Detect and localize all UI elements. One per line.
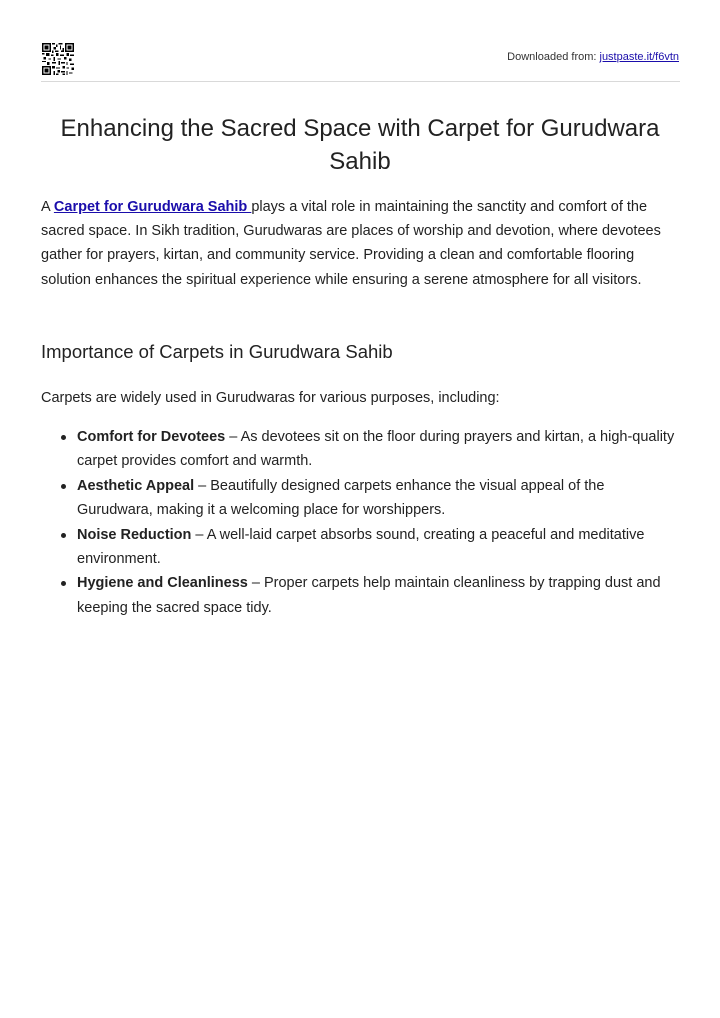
section-lead: Carpets are widely used in Gurudwaras for various purposes, including: — [41, 390, 500, 406]
carpet-link[interactable]: Carpet for Gurudwara Sahib — [53, 199, 252, 215]
intro-text: plays a vital role in maintaining the sanctity and comfort of the sacred space. In Sikh tradition, Gurudwaras are places of worship and devotion, where devotees gather for prayers, kirtan, and community service. Providing a clean and comfortable flooring solution enhances the spiritual experience while ensuring a serene atmosphere for all visitors. — [41, 199, 661, 288]
section-heading: Importance of Carpets in Gurudwara Sahib — [41, 341, 393, 362]
list-item-text: – Beautifully designed carpets enhance the visual appeal of the Gurudwara, making it a welcoming place for worshippers. — [77, 477, 605, 519]
list-item — [41, 425, 681, 474]
list-item — [41, 571, 681, 620]
intro-prefix: A — [41, 199, 54, 215]
bullet-icon — [61, 435, 66, 440]
list-item-term: Comfort for Devotees — [77, 429, 226, 445]
list-item-term: Hygiene and Cleanliness — [77, 575, 248, 592]
bullet-icon — [61, 533, 66, 538]
bullet-icon — [61, 484, 66, 489]
list-item — [41, 523, 681, 572]
page-title: Enhancing the Sacred Space with Carpet for Gurudwara Sahib — [60, 115, 660, 175]
bullet-icon — [61, 581, 66, 586]
header-divider — [41, 81, 680, 82]
list-item-text: – As devotees sit on the floor during prayers and kirtan, a high-quality carpet provides comfort and warmth. — [77, 429, 675, 470]
download-source — [507, 51, 679, 63]
list-item-term: Aesthetic Appeal — [77, 477, 195, 494]
download-source-link[interactable]: justpaste.it/f6vtn — [599, 51, 679, 63]
list-item-text: – Proper carpets help maintain cleanliness by trapping dust and keeping the sacred space tidy. — [77, 575, 661, 616]
list-item-term: Noise Reduction — [77, 526, 192, 543]
list-item-text: – A well-laid carpet absorbs sound, creating a peaceful and meditative environment. — [77, 526, 645, 568]
qr-code-icon — [42, 43, 74, 75]
download-source-label: Downloaded from: — [507, 51, 600, 63]
list-item — [41, 474, 681, 523]
benefits-list — [41, 425, 681, 620]
intro-paragraph — [41, 195, 681, 292]
